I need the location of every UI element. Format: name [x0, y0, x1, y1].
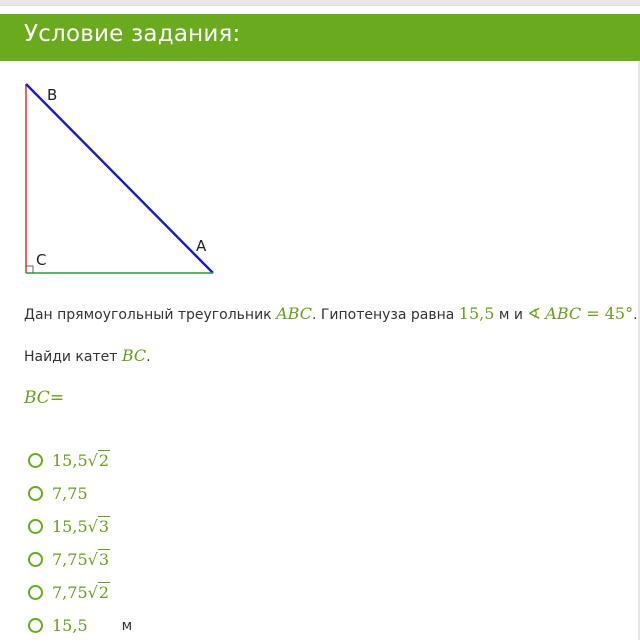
option-5[interactable]	[24, 576, 132, 609]
top-strip	[0, 0, 640, 14]
task-header	[0, 14, 640, 61]
radio-icon[interactable]	[28, 552, 43, 567]
option-6[interactable]	[24, 609, 132, 642]
option-5-value: 7,75√2	[52, 583, 110, 602]
option-3-value: 15,5√3	[52, 517, 110, 536]
vertex-b-label: B	[47, 86, 58, 104]
side-ab	[26, 84, 213, 273]
radio-icon[interactable]	[28, 486, 43, 501]
triangle-figure	[0, 70, 240, 285]
option-4-value: 7,75√3	[52, 550, 110, 569]
vertex-c-label: C	[36, 251, 47, 269]
option-4[interactable]	[24, 543, 132, 576]
radio-icon[interactable]	[28, 453, 43, 468]
answer-options	[24, 444, 132, 642]
option-1-value: 15,5√2	[52, 451, 110, 470]
angle-value: 45°	[604, 304, 634, 323]
option-2-value: 7,75	[52, 484, 88, 503]
problem-statement: Дан прямоугольный треугольник ABC. Гипотенуза равна 15,5 м и ∢ ABC = 45°.	[24, 304, 638, 323]
right-angle-mark	[26, 266, 33, 273]
question-text: Найди катет BC.	[24, 346, 151, 365]
vertex-a-label: A	[196, 237, 207, 255]
triangle-name: ABC	[276, 304, 312, 323]
answer-label: BC=	[24, 388, 65, 408]
angle-symbol: ∢	[527, 304, 541, 323]
header-title: Условие задания:	[24, 21, 241, 47]
unit-label: м	[121, 617, 133, 634]
option-3[interactable]	[24, 510, 132, 543]
option-1[interactable]	[24, 444, 132, 477]
angle-name: ABC	[545, 304, 582, 323]
radio-icon[interactable]	[28, 585, 43, 600]
radio-icon[interactable]	[28, 618, 43, 633]
option-6-value: 15,5	[52, 616, 88, 635]
radio-icon[interactable]	[28, 519, 43, 534]
hypotenuse-value: 15,5	[458, 304, 495, 323]
option-2[interactable]	[24, 477, 132, 510]
leg-name: BC	[121, 346, 147, 365]
